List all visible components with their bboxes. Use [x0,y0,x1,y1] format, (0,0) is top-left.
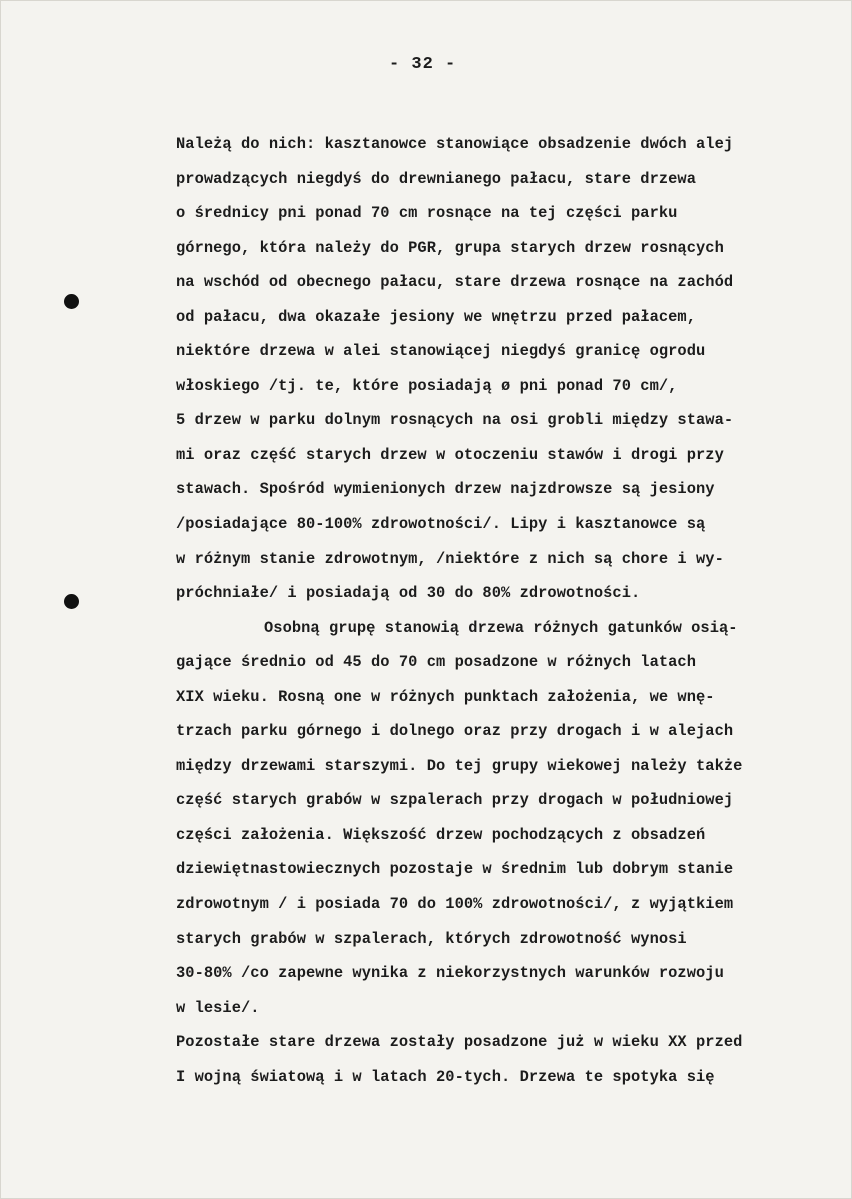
text-line: włoskiego /tj. te, które posiadają ø pni ponad 70 cm/, [176,376,678,395]
text-line: część starych grabów w szpalerach przy drogach w południowej [176,791,734,810]
text-line: na wschód od obecnego pałacu, stare drzewa rosnące na zachód [176,273,734,292]
text-line: Należą do nich: kasztanowce stanowiące obsadzenie dwóch alej [176,135,734,153]
text-line: części założenia. Większość drzew pochodzących z obsadzeń [176,825,706,844]
text-line: w różnym stanie zdrowotnym, /niektóre z nich są chore i wy- [176,549,724,568]
text-line: I wojną światową i w latach 20-tych. Drzewa te spotyka się [176,1067,715,1086]
text-line: niektóre drzewa w alei stanowiącej niegdyś granicę ogrodu [176,342,706,361]
text-line: między drzewami starszymi. Do tej grupy wiekowej należy także [176,756,743,775]
text-line: 30-80% /co zapewne wynika z niekorzystnych warunków rozwoju [176,964,724,983]
body-text [176,127,816,1094]
punch-hole-top [64,294,79,309]
text-line: prowadzących niegdyś do drewnianego pałacu, stare drzewa [176,169,697,188]
text-line: gające średnio od 45 do 70 cm posadzone w różnych latach [176,653,697,672]
page-number: - 32 - [389,55,457,74]
text-line: w lesie/. [176,998,260,1017]
text-line: zdrowotnym / i posiada 70 do 100% zdrowotności/, z wyjątkiem [176,895,734,914]
punch-hole-bottom [64,594,79,609]
text-line: mi oraz część starych drzew w otoczeniu stawów i drogi przy [176,445,724,464]
text-line: stawach. Spośród wymienionych drzew najzdrowsze są jesiony [176,480,715,499]
text-line: próchniałe/ i posiadają od 30 do 80% zdrowotności. [176,584,641,603]
text-line: od pałacu, dwa okazałe jesiony we wnętrzu przed pałacem, [176,307,697,326]
text-line: dziewiętnastowiecznych pozostaje w średnim lub dobrym stanie [176,860,734,879]
text-line: starych grabów w szpalerach, których zdrowotność wynosi [176,929,687,948]
text-line: o średnicy pni ponad 70 cm rosnące na tej części parku [176,204,678,223]
text-line: górnego, która należy do PGR, grupa starych drzew rosnących [176,238,724,257]
paragraph-first-line: Osobną grupę stanowią drzewa różnych gatunków osią- [264,618,738,637]
text-line: 5 drzew w parku dolnym rosnących na osi grobli między stawa- [176,411,734,430]
text-line: trzach parku górnego i dolnego oraz przy drogach i w alejach [176,722,734,741]
paragraph-first-line: Pozostałe stare drzewa zostały posadzone już w wieku XX przed [176,1033,743,1052]
text-line: /posiadające 80-100% zdrowotności/. Lipy i kasztanowce są [176,515,706,534]
text-line: XIX wieku. Rosną one w różnych punktach założenia, we wnę- [176,687,715,706]
